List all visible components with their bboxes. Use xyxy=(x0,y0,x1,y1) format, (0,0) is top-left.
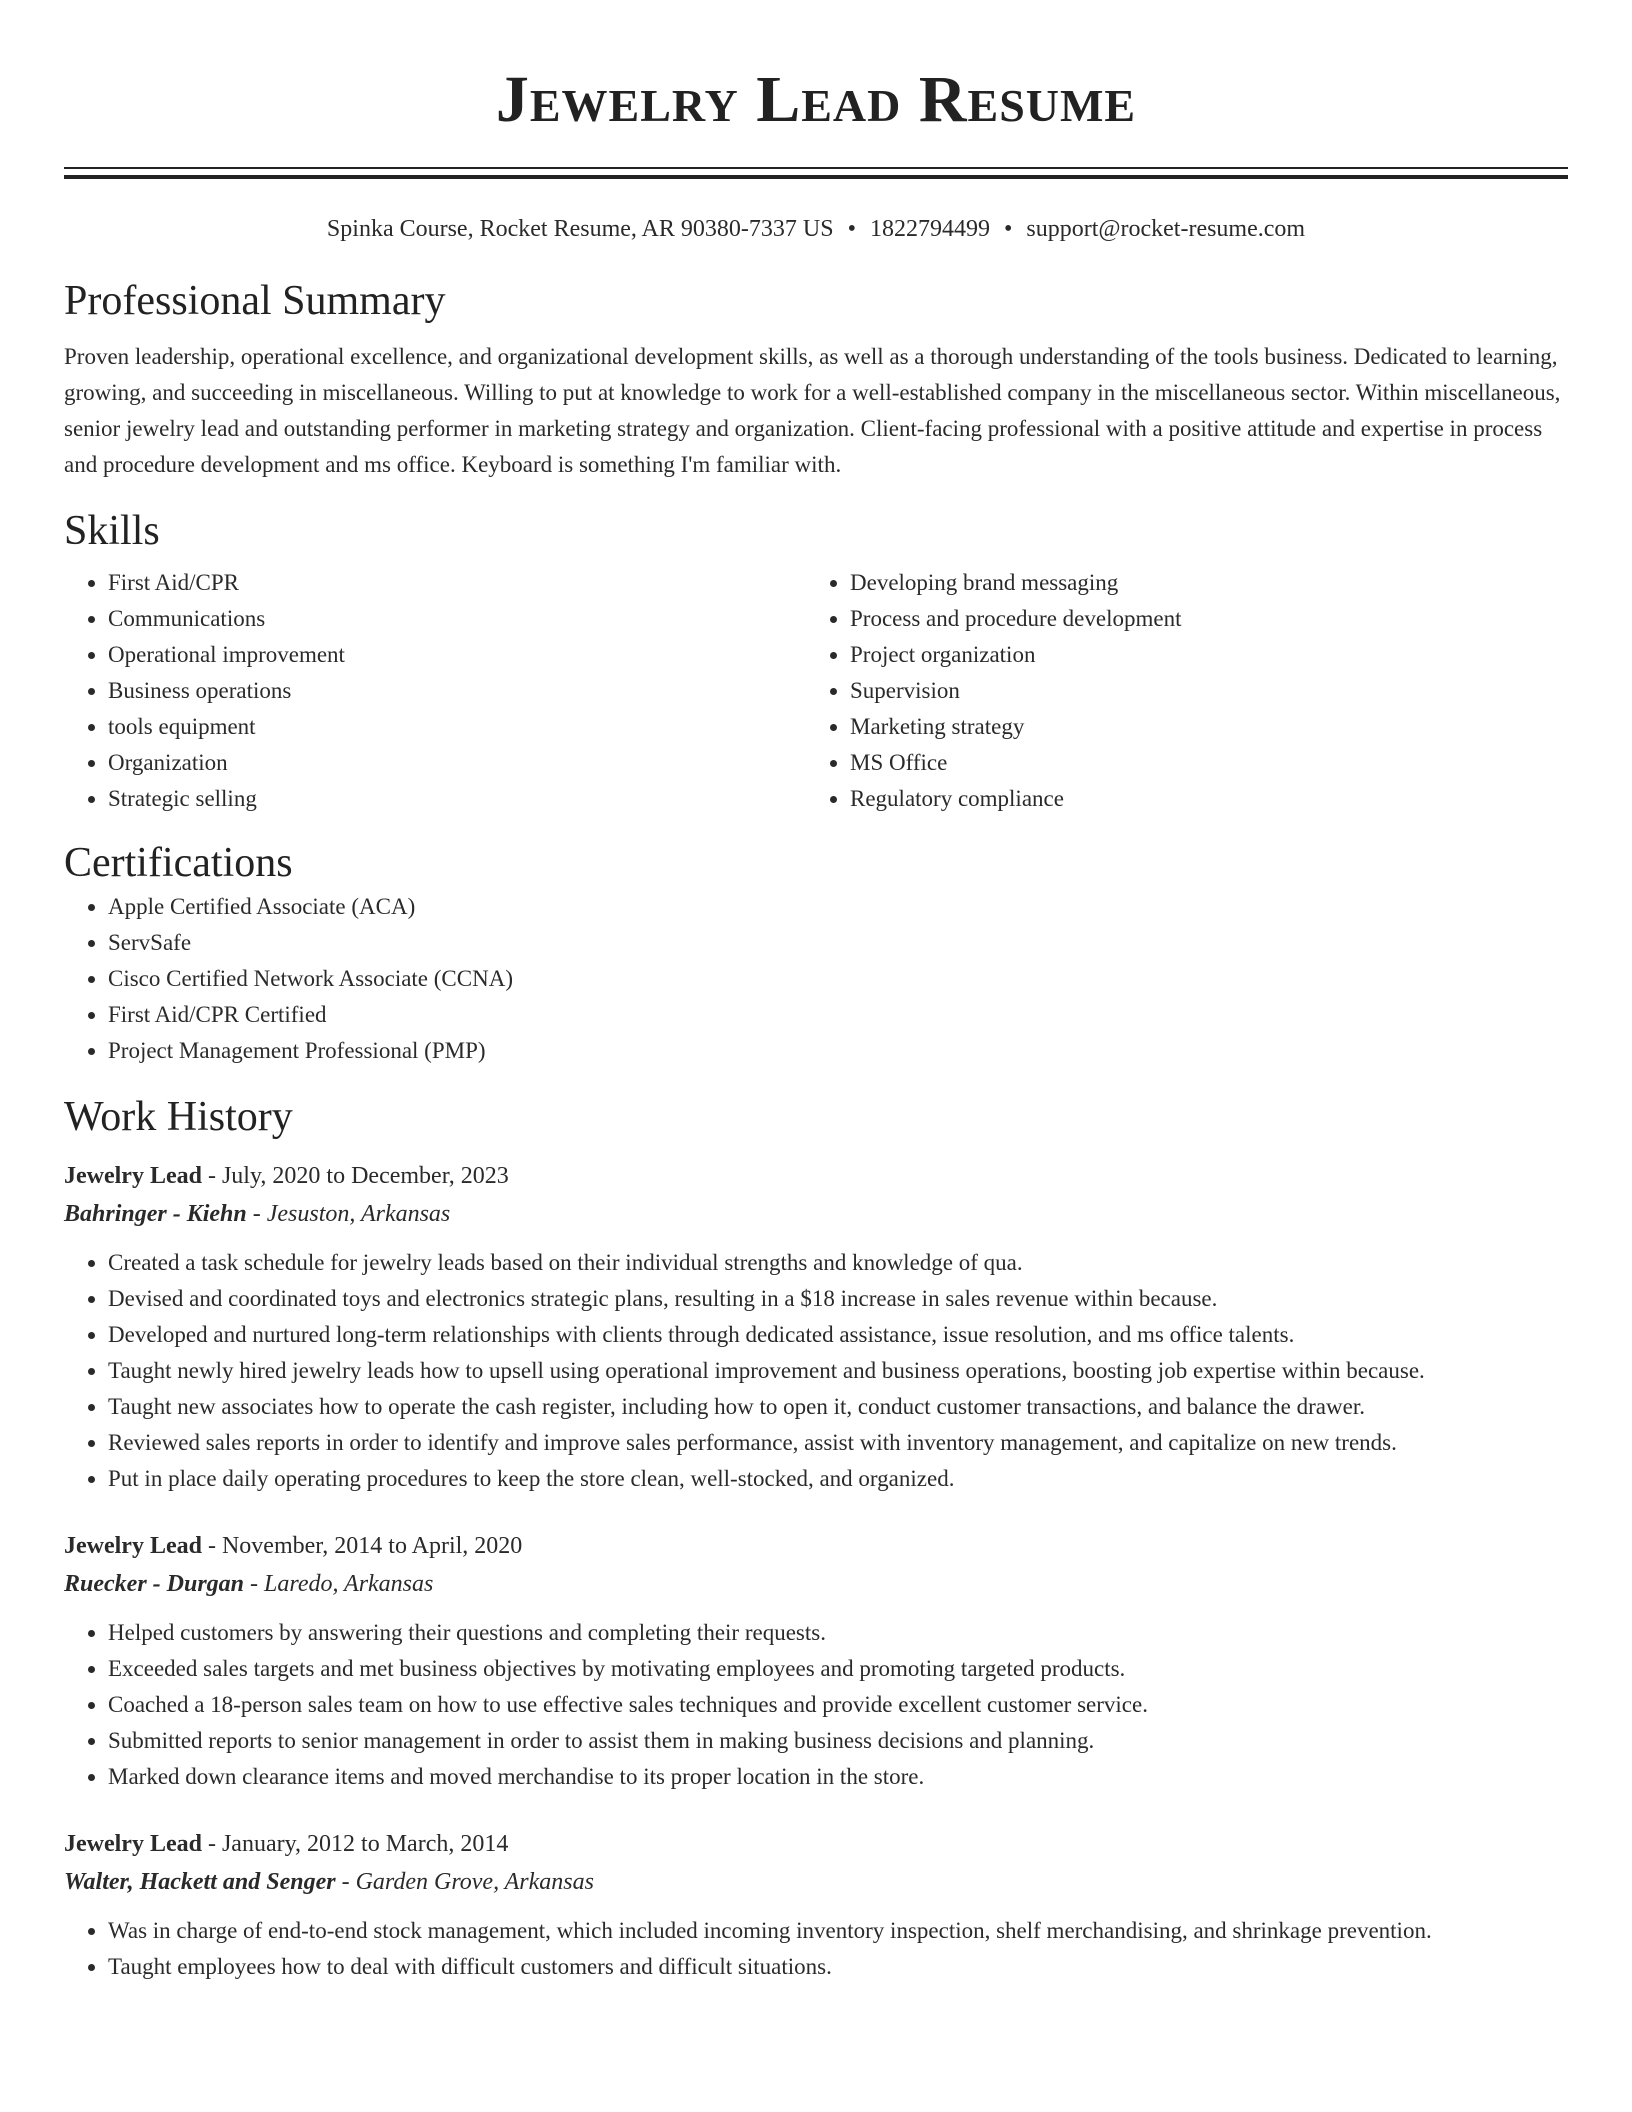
job-company-line: Walter, Hackett and Senger - Garden Grove, Arkansas xyxy=(64,1869,594,1895)
skill-item: • Business operations xyxy=(108,673,806,709)
contact-email: support@rocket-resume.com xyxy=(1026,216,1306,242)
skill-item: • Strategic selling xyxy=(108,781,806,817)
skills-list-left xyxy=(64,565,806,817)
skill-item: • Marketing strategy xyxy=(850,709,1548,745)
skills-heading: Skills xyxy=(64,508,160,554)
certification-item: • ServSafe xyxy=(108,925,1568,961)
contact-phone: 1822794499 xyxy=(869,216,990,242)
job-location: Jesuston, Arkansas xyxy=(266,1201,451,1227)
certification-item: • Cisco Certified Network Associate (CCNA) xyxy=(108,961,1568,997)
job-entry xyxy=(64,1527,1568,1795)
title-divider-thick xyxy=(64,175,1568,179)
job-bullet: • Submitted reports to senior management in order to assist them in making business decisions and planning. xyxy=(108,1723,1568,1759)
summary-heading: Professional Summary xyxy=(64,278,446,324)
job-entry xyxy=(64,1825,1568,1985)
job-location: Garden Grove, Arkansas xyxy=(355,1869,594,1895)
certification-item: • Project Management Professional (PMP) xyxy=(108,1033,1568,1069)
job-bullets xyxy=(64,1245,1568,1497)
certification-item: • Apple Certified Associate (ACA) xyxy=(108,889,1568,925)
contact-separator: • xyxy=(1003,216,1013,242)
job-bullet: • Devised and coordinated toys and electronics strategic plans, resulting in a $18 increase in sales revenue within because. xyxy=(108,1281,1568,1317)
job-bullet: • Developed and nurtured long-term relationships with clients through dedicated assistance, issue resolution, and ms office talents. xyxy=(108,1317,1568,1353)
contact-separator: • xyxy=(847,216,856,242)
contact-line xyxy=(64,213,1568,245)
work-history-heading: Work History xyxy=(64,1094,293,1140)
skill-item: • MS Office xyxy=(850,745,1548,781)
skills-column-left xyxy=(64,565,806,817)
skill-item: • tools equipment xyxy=(108,709,806,745)
job-bullet: • Coached a 18-person sales team on how to use effective sales techniques and provide excellent customer service. xyxy=(108,1687,1568,1723)
job-header: Jewelry Lead - January, 2012 to March, 2014 xyxy=(64,1831,509,1857)
job-header: Jewelry Lead - July, 2020 to December, 2023 xyxy=(64,1163,509,1189)
skill-item: • Operational improvement xyxy=(108,637,806,673)
job-role: Jewelry Lead xyxy=(64,1831,202,1857)
job-bullet: • Taught employees how to deal with difficult customers and difficult situations. xyxy=(108,1949,1568,1985)
skill-item: • Supervision xyxy=(850,673,1548,709)
job-dates: November, 2014 to April, 2020 xyxy=(221,1533,523,1559)
job-bullet: • Was in charge of end-to-end stock management, which included incoming inventory inspection, shelf merchandising, and shrinkage prevention. xyxy=(108,1913,1568,1949)
job-bullet: • Created a task schedule for jewelry leads based on their individual strengths and knowledge of qua. xyxy=(108,1245,1568,1281)
job-dates: July, 2020 to December, 2023 xyxy=(221,1163,509,1189)
job-role: Jewelry Lead xyxy=(64,1533,202,1559)
job-bullet: • Taught new associates how to operate the cash register, including how to open it, conduct customer transactions, and balance the drawer. xyxy=(108,1389,1568,1425)
certifications-heading: Certifications xyxy=(64,840,293,886)
skill-item: • Communications xyxy=(108,601,806,637)
skill-item: • Organization xyxy=(108,745,806,781)
job-bullet: • Exceeded sales targets and met business objectives by motivating employees and promoting targeted products. xyxy=(108,1651,1568,1687)
job-role: Jewelry Lead xyxy=(64,1163,202,1189)
job-company: Bahringer - Kiehn xyxy=(64,1201,247,1227)
job-bullet: • Helped customers by answering their questions and completing their requests. xyxy=(108,1615,1568,1651)
job-bullets xyxy=(64,1913,1568,1985)
page-title: Jewelry Lead Resume xyxy=(495,63,1137,136)
job-bullets xyxy=(64,1615,1568,1795)
skill-item: • Regulatory compliance xyxy=(850,781,1548,817)
job-company-line: Bahringer - Kiehn - Jesuston, Arkansas xyxy=(64,1201,451,1227)
job-bullet: • Put in place daily operating procedures to keep the store clean, well-stocked, and organized. xyxy=(108,1461,1568,1497)
certifications-list xyxy=(64,889,1568,1069)
certification-item: • First Aid/CPR Certified xyxy=(108,997,1568,1033)
title-divider-thin xyxy=(64,167,1568,169)
job-dates: January, 2012 to March, 2014 xyxy=(221,1831,509,1857)
skill-item: • First Aid/CPR xyxy=(108,565,806,601)
job-header: Jewelry Lead - November, 2014 to April, 2020 xyxy=(64,1533,523,1559)
contact-address: Spinka Course, Rocket Resume, AR 90380-7337 US xyxy=(326,216,834,242)
skills-grid xyxy=(64,565,1568,817)
job-bullet: • Reviewed sales reports in order to identify and improve sales performance, assist with inventory management, and capitalize on new trends. xyxy=(108,1425,1568,1461)
summary-text: Proven leadership, operational excellence, and organizational development skills, as well as a thorough understanding of the tools business. Dedicated to learning, growing, and succeeding in miscellaneous. Willing to put at knowledge to work for a well-established company in the miscellaneous sector. Within miscellaneous, senior jewelry lead and outstanding performer in marketing strategy and organization. Client-facing professional with a positive attitude and expertise in process and procedure development and ms office. Keyboard is something I'm familiar with. xyxy=(64,344,1561,477)
skills-list-right xyxy=(806,565,1548,817)
job-company: Ruecker - Durgan xyxy=(64,1571,245,1597)
job-company: Walter, Hackett and Senger xyxy=(64,1869,336,1895)
job-location: Laredo, Arkansas xyxy=(264,1571,434,1597)
skill-item: • Process and procedure development xyxy=(850,601,1548,637)
skill-item: • Developing brand messaging xyxy=(850,565,1548,601)
job-bullet: • Marked down clearance items and moved merchandise to its proper location in the store. xyxy=(108,1759,1568,1795)
job-company-line: Ruecker - Durgan - Laredo, Arkansas xyxy=(64,1571,434,1597)
skill-item: • Project organization xyxy=(850,637,1548,673)
skills-column-right xyxy=(806,565,1548,817)
job-bullet: • Taught newly hired jewelry leads how to upsell using operational improvement and business operations, boosting job expertise within because. xyxy=(108,1353,1568,1389)
job-entry xyxy=(64,1157,1568,1497)
